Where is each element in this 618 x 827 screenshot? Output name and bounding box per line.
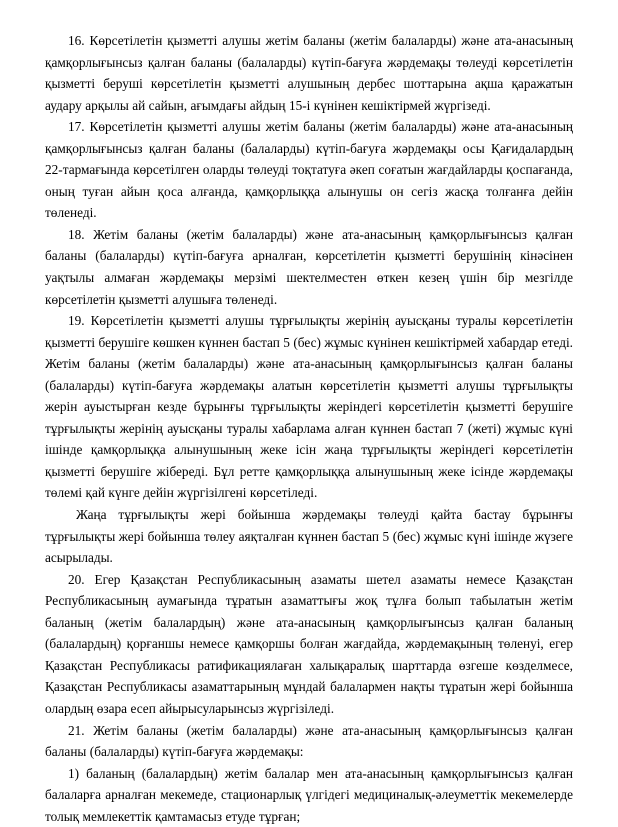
paragraph-21: 21. Жетім баланы (жетім балаларды) және ата-анасының қамқорлығынсыз қалған баланы (балаларды) күтіп-бағуға жәрдемақы: (45, 722, 573, 760)
paragraph-16: 16. Көрсетілетін қызметті алушы жетім баланы (жетім балаларды) және ата-анасының қамқорлығынсыз қалған баланы (балаларды) күтіп-бағуға жәрдемақы төлеуді көрсетілетін қызметті беруші көрсетілетін қызметті алушының дербес шоттарына ақша қаражатын аудару арқылы ай сайын, ағымдағы айдың 15-і күнінен кешіктірмей жүргізеді. (45, 33, 573, 113)
document-text-body (45, 30, 573, 827)
paragraph-17: 17. Көрсетілетін қызметті алушы жетім баланы (жетім балаларды) және ата-анасының қамқорлығынсыз қалған баланы (балаларды) күтіп-бағуға жәрдемақы осы Қағидалардың 22-тармағында көрсетілген оларды төлеуді тоқтатуға әкеп соғатын жағдайларды қоспағанда, оның туған айын қоса алғанда, қамқорлыққа алынушы он сегіз жасқа толғанға дейін төленеді. (45, 119, 573, 221)
paragraph-19-continuation: Жаңа тұрғылықты жері бойынша жәрдемақы төлеуді қайта бастау бұрынғы тұрғылықты жері бойынша төлеу аяқталған күннен бастап 5 (бес) жұмыс күні ішінде жүзеге асырылады. (45, 507, 573, 566)
paragraph-20: 20. Егер Қазақстан Республикасының азаматы шетел азаматы немесе Қазақстан Республикасының аумағында тұратын азаматтығы жоқ тұлға болып табылатын жетім баланың (жетім балалардың) және ата-анасының қамқорлығынсыз қалған баланың (балалардың) қорғаншы немесе қамқоршы болған жағдайда, жәрдемақының төленуі, егер Қазақстан Республикасы ратификациялаған халықаралық шарттарда өзгеше көзделмесе, Қазақстан Республикасы азаматтарының мұндай балалармен нақты тұратын жері бойынша олардың өзара есеп айырысуларынсыз жүргізіледі. (45, 571, 573, 716)
paragraph-21-item-1: 1) баланың (балалардың) жетім балалар мен ата-анасының қамқорлығынсыз қалған балаларға арналған мекемеде, стационарлық үлгідегі медициналық-әлеуметтік мекемелерде толық мемлекеттік қамтамасыз етуде тұрған; (45, 765, 573, 824)
paragraph-19: 19. Көрсетілетін қызметті алушы тұрғылықты жерінің ауысқаны туралы көрсетілетін қызметті берушіге көшкен күннен бастап 5 (бес) жұмыс күнінен кешіктірмей хабардар етеді. Жетім баланы (жетім балаларды) және ата-анасының қамқорлығынсыз қалған баланы (балаларды) күтіп-бағуға жәрдемақы алатын көрсетілетін қызметті алушы тұрғылықты жерін ауыстырған кезде бұрынғы тұрғылықты жеріндегі көрсетілетін қызметті берушіге тұрғылықты жерінің ауысқаны туралы хабарлама алған күннен бастап 7 (жеті) жұмыс күні ішінде қамқорлыққа алынушының жеке ісін жаңа тұрғылықты жеріндегі көрсетілетін қызметті берушіге жібереді. Бұл ретте қамқорлыққа алынушының жеке ісінде жәрдемақы төлемі қай күнге дейін жүргізілгені көрсетіледі. (45, 313, 573, 501)
paragraph-18: 18. Жетім баланы (жетім балаларды) және ата-анасының қамқорлығынсыз қалған баланы (балаларды) күтіп-бағуға арналған, көрсетілетін қызметті берушінің кінәсінен уақтылы алмаған жәрдемақы мерзімі шектелместен өткен кезең үшін бір мезгілде көрсетілетін қызметті алушыға төленеді. (45, 226, 573, 307)
